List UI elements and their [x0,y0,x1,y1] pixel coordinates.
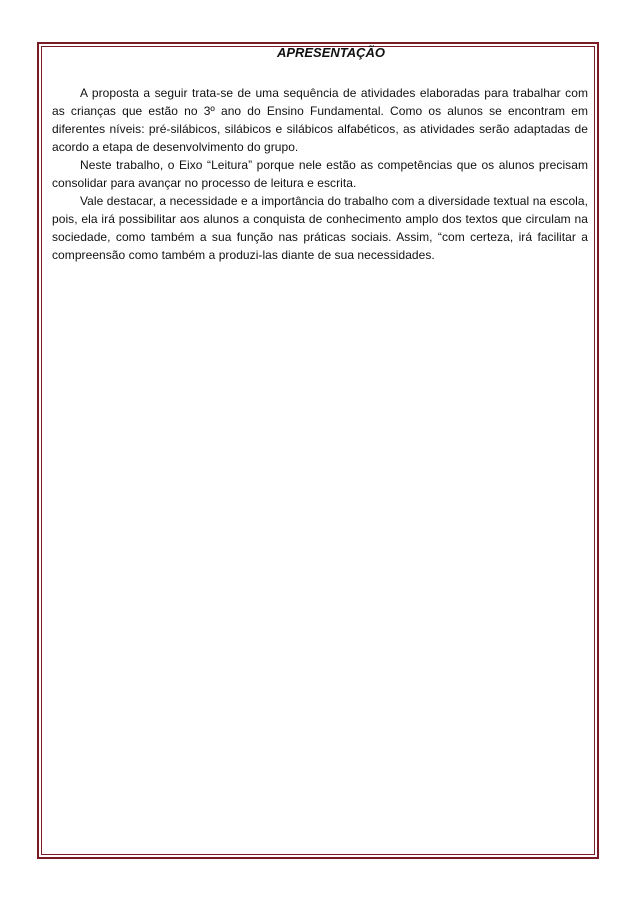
paragraph-reading-axis: Neste trabalho, o Eixo “Leitura” porque nele estão as competências que os alunos precisam consolidar para avançar no processo de leitura e escrita. [52,158,588,190]
paragraph-introduction: A proposta a seguir trata-se de uma sequência de atividades elaboradas para trabalhar com as crianças que estão no 3º ano do Ensino Fundamental. Como os alunos se encontram em diferentes níveis: pré-silábicos, silábicos e silábicos alfabéticos, as atividades serão adaptadas de acordo a etapa de desenvolvimento do grupo. [52,86,588,154]
document-body [52,46,588,264]
paragraph-textual-diversity: Vale destacar, a necessidade e a importância do trabalho com a diversidade textual na escola, pois, ela irá possibilitar aos alunos a conquista de conhecimento amplo dos textos que circulam na sociedade, como também a sua função nas práticas sociais. Assim, “com certeza, irá facilitar a compreensão como também a produzi-las diante de sua necessidades. [52,194,588,262]
document-title: APRESENTAÇÃO [276,45,386,60]
